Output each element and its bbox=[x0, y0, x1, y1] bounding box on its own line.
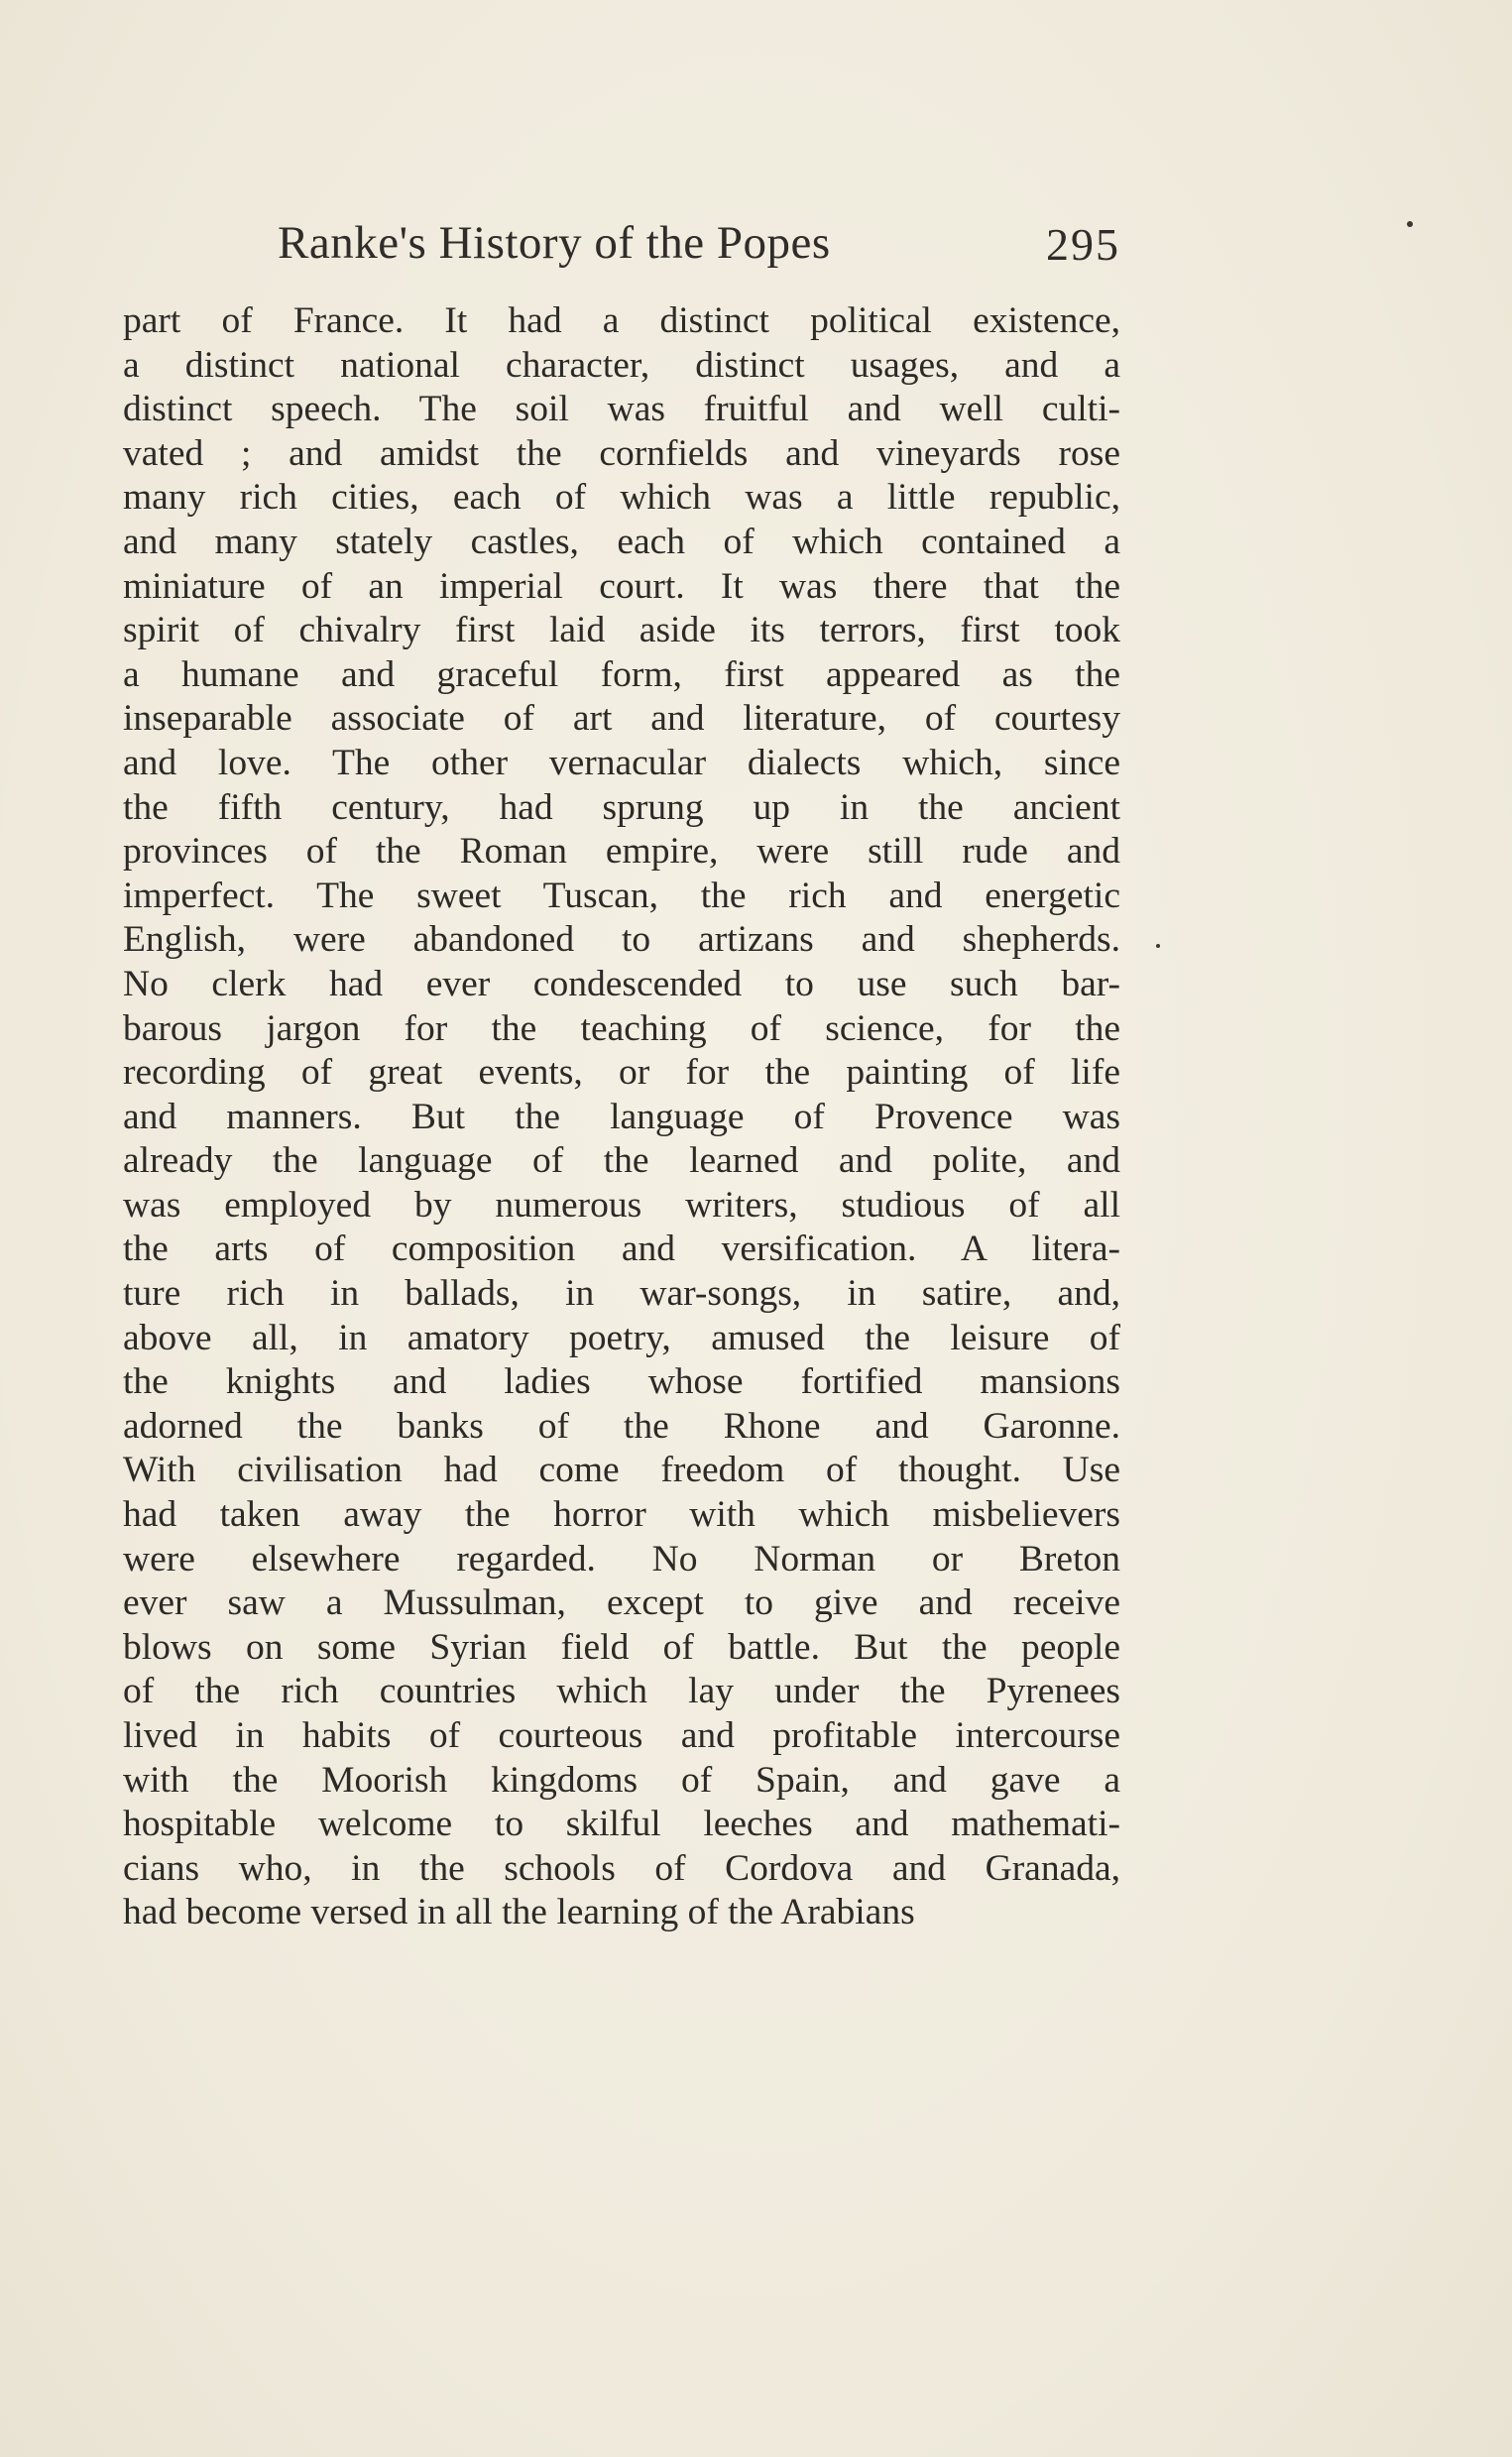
text-line: recording of great events, or for the painting of life bbox=[123, 1052, 1120, 1094]
text-line: the fifth century, had sprung up in the ancient bbox=[123, 786, 1120, 828]
text-line: and manners. But the language of Provence was bbox=[123, 1096, 1120, 1137]
text-line: vated ; and amidst the cornfields and vineyards rose bbox=[123, 432, 1120, 474]
text-line: part of France. It had a distinct political existence, bbox=[123, 300, 1120, 341]
text-line: cians who, in the schools of Cordova and Granada, bbox=[123, 1847, 1120, 1889]
text-line: miniature of an imperial court. It was there that the bbox=[123, 565, 1120, 607]
text-line: adorned the banks of the Rhone and Garonne. bbox=[123, 1405, 1120, 1447]
text-line: the arts of composition and versification. A litera- bbox=[123, 1228, 1120, 1270]
text-line: blows on some Syrian field of battle. But the people bbox=[123, 1626, 1120, 1668]
text-line: were elsewhere regarded. No Norman or Breton bbox=[123, 1538, 1120, 1580]
text-line: English, were abandoned to artizans and shepherds. bbox=[123, 919, 1120, 961]
text-line: spirit of chivalry first laid aside its terrors, first took bbox=[123, 610, 1120, 651]
text-line: many rich cities, each of which was a little republic, bbox=[123, 477, 1120, 519]
page-number: 295 bbox=[1046, 219, 1120, 270]
text-line: ture rich in ballads, in war-songs, in satire, and, bbox=[123, 1273, 1120, 1315]
text-line: ever saw a Mussulman, except to give and receive bbox=[123, 1582, 1120, 1624]
text-line: with the Moorish kingdoms of Spain, and gave a bbox=[123, 1759, 1120, 1801]
text-line: With civilisation had come freedom of thought. Use bbox=[123, 1450, 1120, 1491]
text-line: inseparable associate of art and literature, of courtesy bbox=[123, 698, 1120, 740]
text-line: distinct speech. The soil was fruitful and well culti- bbox=[123, 389, 1120, 430]
text-line: barous jargon for the teaching of science, for the bbox=[123, 1007, 1120, 1049]
text-line: had become versed in all the learning of the Arabians bbox=[123, 1892, 915, 1933]
text-line: had taken away the horror with which misbelievers bbox=[123, 1494, 1120, 1536]
running-head bbox=[278, 208, 1120, 278]
text-line: above all, in amatory poetry, amused the leisure of bbox=[123, 1317, 1120, 1358]
text-line: was employed by numerous writers, studious of all bbox=[123, 1184, 1120, 1226]
text-line: hospitable welcome to skilful leeches and mathemati- bbox=[123, 1804, 1120, 1845]
text-line: and many stately castles, each of which contained a bbox=[123, 521, 1120, 562]
ink-speck bbox=[1156, 944, 1160, 948]
running-title: Ranke's History of the Popes bbox=[278, 217, 831, 269]
text-line: and love. The other vernacular dialects which, since bbox=[123, 742, 1120, 783]
text-line: the knights and ladies whose fortified mansions bbox=[123, 1361, 1120, 1403]
text-line: already the language of the learned and polite, and bbox=[123, 1140, 1120, 1182]
text-line: provinces of the Roman empire, were still rude and bbox=[123, 831, 1120, 873]
text-line: imperfect. The sweet Tuscan, the rich and energetic bbox=[123, 875, 1120, 916]
body-text bbox=[123, 299, 1120, 1935]
text-line: No clerk had ever condescended to use such bar- bbox=[123, 963, 1120, 1004]
text-line: a distinct national character, distinct usages, and a bbox=[123, 344, 1120, 386]
text-line: lived in habits of courteous and profitable intercourse bbox=[123, 1715, 1120, 1756]
text-line: of the rich countries which lay under the Pyrenees bbox=[123, 1671, 1120, 1712]
ink-speck bbox=[1407, 221, 1413, 227]
text-line: a humane and graceful form, first appeared as the bbox=[123, 653, 1120, 695]
